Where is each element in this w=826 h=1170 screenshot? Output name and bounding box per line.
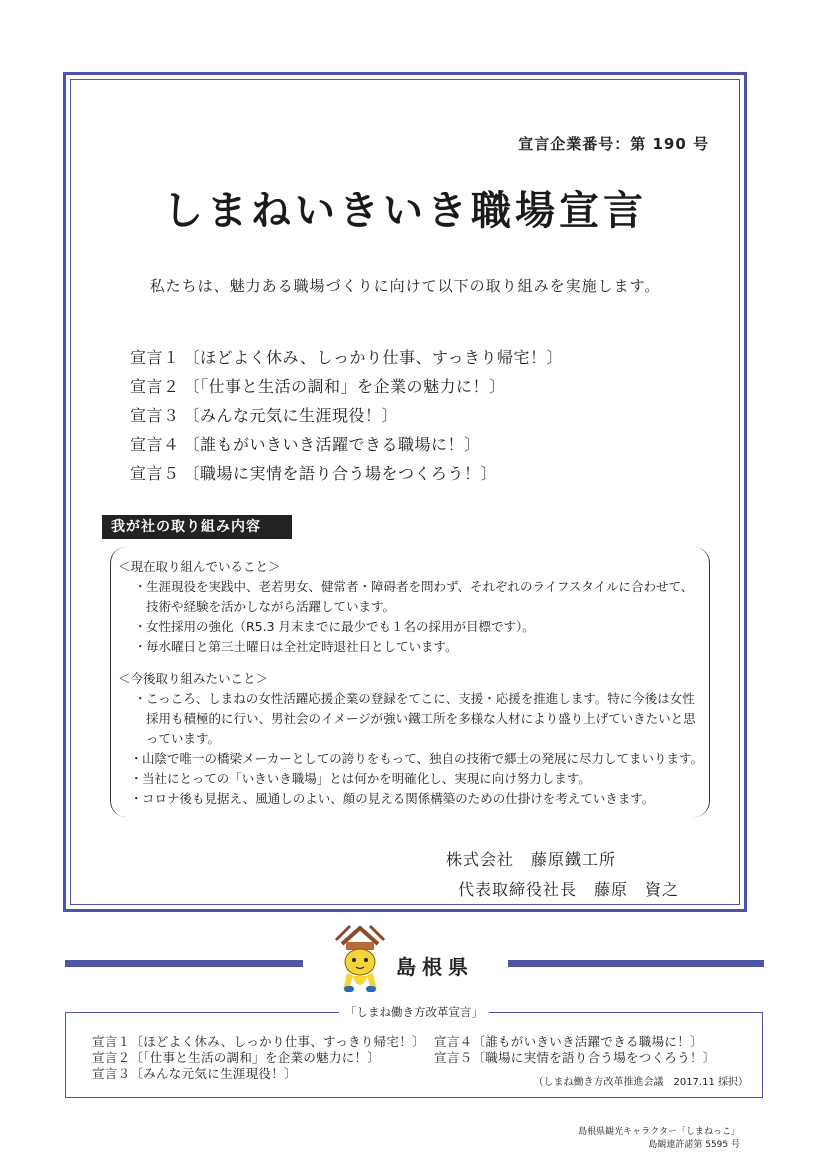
current-item-text: 生涯現役を実践中、老若男女、健常者・障碍者を問わず、それぞれのライフスタイルに合わせて、 [146,579,694,594]
reform-item: 宣言４〔誰もがいきいき活躍できる職場に！〕 [434,1034,703,1049]
bullet-mark: ・ [134,619,147,634]
future-item [130,769,591,789]
future-heading: ＜今後取り組みたいこと＞ [118,671,269,686]
declaration-text: 〔みんな元気に生涯現役！〕 [183,406,399,425]
declaration-number: 宣言企業番号：第 190 号 [518,135,709,153]
future-item-cont: 採用も積極的に行い、男社会のイメージが強い鐵工所を多様な人材により盛り上げていきたいと思 [146,711,696,726]
declaration-item [130,459,563,488]
declaration-text: 〔「仕事と生活の調和」を企業の魅力に！〕 [183,377,506,396]
declaration-label: 宣言１ [130,348,180,367]
current-item-text: 女性採用の強化（R5.3 月末までに最少でも１名の採用が目標です）。 [146,619,535,634]
future-item [130,789,655,809]
declaration-item [130,401,563,430]
current-item [134,577,694,597]
future-item-text: こっころ、しまねの女性活躍応援企業の登録をてこに、支援・応援を推進します。特に今後は女性 [146,691,695,706]
representative-name: 代表取締役社長 藤原 資之 [458,880,680,899]
reform-box [65,1005,763,1098]
declaration-label: 宣言３ [130,406,180,425]
company-name: 株式会社 藤原鐵工所 [446,850,617,869]
bullet-mark: ・ [134,639,147,654]
current-item-text: 毎水曜日と第三土曜日は全社定時退社日としています。 [146,639,458,654]
declaration-list [130,343,563,488]
reform-item: 宣言２〔「仕事と生活の調和」を企業の魅力に！〕 [92,1050,381,1065]
bullet-mark: ・ [130,791,143,806]
bullet-mark: ・ [130,771,143,786]
current-item [134,617,535,637]
reform-title-text: 「しまね働き方改革宣言」 [339,1005,489,1019]
declaration-text: 〔誰もがいきいき活躍できる職場に！〕 [183,435,481,454]
reform-item: 宣言１〔ほどよく休み、しっかり仕事、すっきり帰宅！〕 [92,1034,425,1049]
page-title: しまねいきいき職場宣言 [163,188,647,234]
bullet-mark: ・ [134,691,147,706]
section-header: 我が社の取り組み内容 [102,515,292,539]
reform-title [66,1004,762,1020]
current-item [134,637,458,657]
future-item-cont: っています。 [146,731,221,746]
declaration-item [130,372,563,401]
mascot-credit: 島根県観光キャラクター「しまねっこ」 [578,1127,740,1137]
adoption-note: （しまね働き方改革推進会議 2017.11 採択） [533,1077,748,1088]
future-item-text: 山陰で唯一の橋梁メーカーとしての誇りをもって、独自の技術で郷土の発展に尽力してまいります。 [142,751,704,766]
declaration-frame [63,72,747,912]
declaration-text: 〔ほどよく休み、しっかり仕事、すっきり帰宅！〕 [183,348,564,367]
divider-left [65,960,303,967]
mascot-logo-icon [328,922,392,996]
declaration-text: 〔職場に実情を語り合う場をつくろう！〕 [183,464,498,483]
future-item-text: コロナ後も見据え、風通しのよい、顔の見える関係構築のための仕掛けを考えていきます。 [142,791,655,806]
declaration-item [130,430,563,459]
bullet-mark: ・ [134,579,147,594]
future-item [134,689,695,709]
divider-right [508,960,764,967]
declaration-label: 宣言５ [130,464,180,483]
future-item-text: 当社にとっての「いきいき職場」とは何かを明確化し、実現に向け努力します。 [142,771,591,786]
reform-item: 宣言３〔みんな元気に生涯現役！〕 [92,1066,297,1081]
current-heading: ＜現在取り組んでいること＞ [118,559,281,574]
intro-text: 私たちは、魅力ある職場づくりに向けて以下の取り組みを実施します。 [149,277,661,295]
current-item-cont: 技術や経験を活かしながら活躍しています。 [146,599,396,614]
reform-item: 宣言５〔職場に実情を語り合う場をつくろう！〕 [434,1050,716,1065]
declaration-label: 宣言２ [130,377,180,396]
prefecture-name: 島根県 [396,955,474,979]
permission-number: 島観連許諾第 5595 号 [648,1140,740,1150]
future-item [130,749,704,769]
declaration-item [130,343,563,372]
bullet-mark: ・ [130,751,143,766]
declaration-label: 宣言４ [130,435,180,454]
